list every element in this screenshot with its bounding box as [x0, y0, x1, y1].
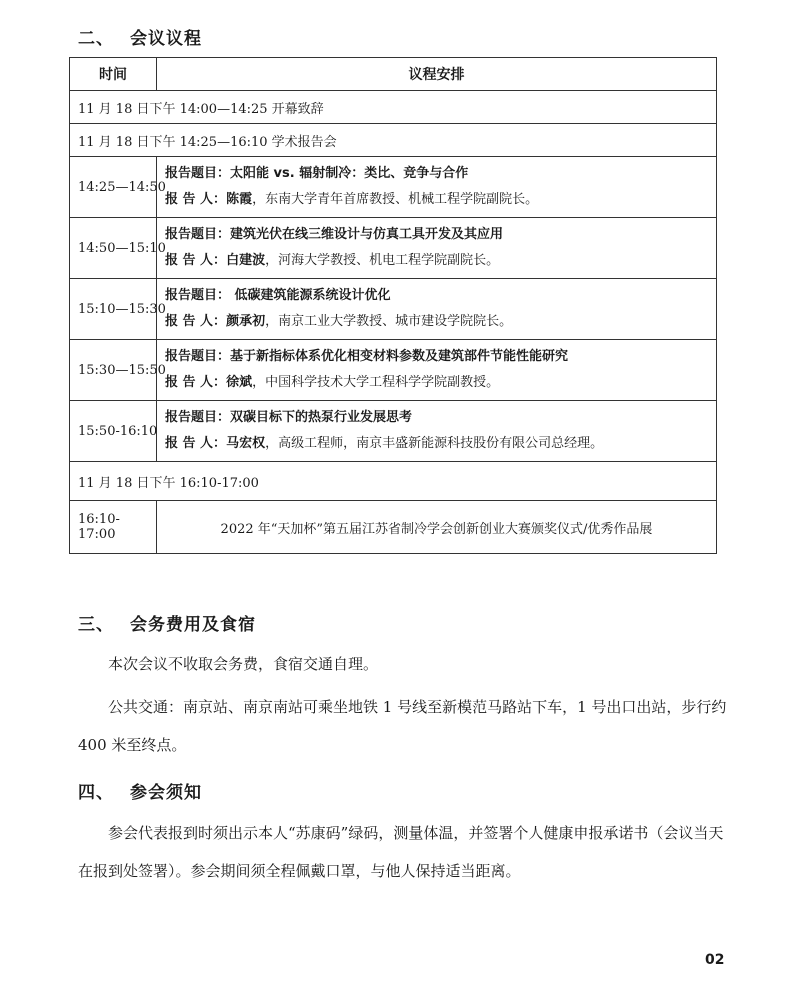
paragraph-notice-text: 参会代表报到时须出示本人“苏康码”绿码，测量体温，并签署个人健康申报承诺书（会议当天在报到处签署）。参会期间须全程佩戴口罩，与他人保持适当距离。 — [78, 824, 724, 880]
talk-title: 低碳建筑能源系统设计优化 — [230, 288, 391, 303]
page-number: 02 — [705, 952, 725, 968]
table-header-row — [70, 58, 717, 91]
header-time: 时间 — [70, 58, 157, 91]
talk-speaker-label: 报 告 人： — [165, 375, 227, 390]
talk-time: 14:25—14:50 — [70, 157, 157, 218]
talk-details — [157, 340, 717, 401]
talk-title: 基于新指标体系优化相变材料参数及建筑部件节能性能研究 — [230, 349, 569, 364]
section-title: 参会须知 — [130, 783, 202, 803]
talk-speaker-label: 报 告 人： — [165, 314, 227, 329]
paragraph-fee-text: 本次会议不收取会务费，食宿交通自理。 — [108, 655, 379, 673]
talk-speaker-label: 报 告 人： — [165, 436, 227, 451]
talk-details — [157, 401, 717, 462]
table-row-talk — [70, 340, 717, 401]
award-time: 16:10-17:00 — [70, 501, 157, 554]
section-heading-fees — [78, 610, 256, 635]
talk-affiliation: ，东南大学青年首席教授、机械工程学院副院长。 — [252, 192, 539, 207]
session-cell: 11 月 18 日下午 14:25—16:10 学术报告会 — [70, 124, 717, 157]
opening-cell: 11 月 18 日下午 14:00—14:25 开幕致辞 — [70, 91, 717, 124]
talk-details — [157, 218, 717, 279]
talk-title: 双碳目标下的热泵行业发展思考 — [230, 410, 413, 425]
talk-title-label: 报告题目： — [165, 288, 231, 303]
talk-time: 14:50—15:10 — [70, 218, 157, 279]
table-row-opening — [70, 91, 717, 124]
talk-speaker: 马宏权 — [226, 436, 266, 451]
talk-affiliation: ，中国科学技术大学工程科学学院副教授。 — [252, 375, 500, 390]
talk-speaker: 颜承初 — [226, 314, 266, 329]
talk-title: 太阳能 vs. 辐射制冷：类比、竞争与合作 — [230, 166, 469, 181]
paragraph-transit — [78, 688, 728, 764]
table-row-closing-session — [70, 462, 717, 501]
table-row-talk — [70, 401, 717, 462]
closing-session-cell: 11 月 18 日下午 16:10-17:00 — [70, 462, 717, 501]
talk-speaker: 白建波 — [226, 253, 266, 268]
section-heading-agenda — [78, 24, 202, 49]
award-text: 2022 年“天加杯”第五届江苏省制冷学会创新创业大赛颁奖仪式/优秀作品展 — [157, 501, 717, 554]
table-row-award — [70, 501, 717, 554]
talk-affiliation: ，高级工程师，南京丰盛新能源科技股份有限公司总经理。 — [265, 436, 604, 451]
table-row-session — [70, 124, 717, 157]
paragraph-fee — [78, 645, 728, 683]
section-number: 二、 — [78, 29, 114, 49]
table-row-talk — [70, 218, 717, 279]
section-heading-notice — [78, 778, 202, 803]
section-number: 三、 — [78, 615, 114, 635]
talk-time: 15:30—15:50 — [70, 340, 157, 401]
talk-speaker-label: 报 告 人： — [165, 192, 227, 207]
section-title: 会议议程 — [130, 29, 202, 49]
section-title: 会务费用及食宿 — [130, 615, 256, 635]
header-agenda: 议程安排 — [157, 58, 717, 91]
paragraph-notice — [78, 814, 728, 890]
talk-speaker: 徐斌 — [226, 375, 253, 390]
talk-title-label: 报告题目： — [165, 410, 231, 425]
talk-speaker-label: 报 告 人： — [165, 253, 227, 268]
talk-affiliation: ，南京工业大学教授、城市建设学院院长。 — [265, 314, 513, 329]
talk-affiliation: ，河海大学教授、机电工程学院副院长。 — [265, 253, 500, 268]
agenda-table — [69, 57, 717, 554]
talk-title-label: 报告题目： — [165, 227, 231, 242]
talk-speaker: 陈霞 — [226, 192, 253, 207]
talk-title-label: 报告题目： — [165, 349, 231, 364]
talk-title: 建筑光伏在线三维设计与仿真工具开发及其应用 — [230, 227, 504, 242]
paragraph-transit-text: 公共交通：南京站、南京南站可乘坐地铁 1 号线至新模范马路站下车，1 号出口出站，步行约 400 米至终点。 — [78, 698, 727, 754]
talk-title-label: 报告题目： — [165, 166, 231, 181]
talk-time: 15:50-16:10 — [70, 401, 157, 462]
section-number: 四、 — [78, 783, 114, 803]
talk-time: 15:10—15:30 — [70, 279, 157, 340]
talk-details — [157, 279, 717, 340]
table-row-talk — [70, 279, 717, 340]
table-row-talk — [70, 157, 717, 218]
talk-details — [157, 157, 717, 218]
